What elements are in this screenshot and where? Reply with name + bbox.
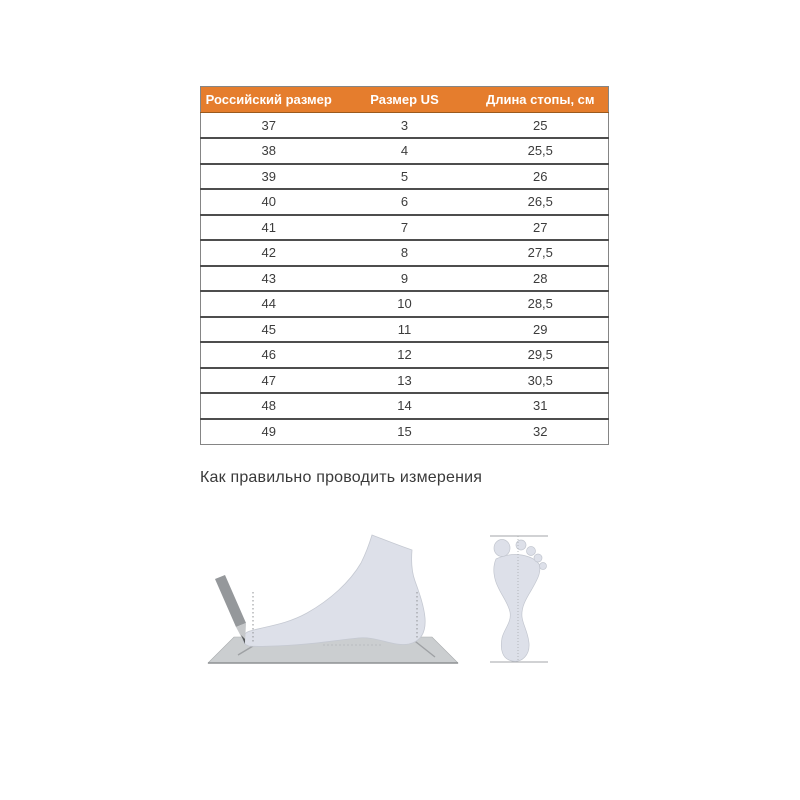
table-cell: 38 [201,138,337,164]
table-row [201,291,609,317]
size-table-container [200,86,609,445]
table-cell: 41 [201,215,337,241]
table-cell: 46 [201,342,337,368]
table-cell: 49 [201,419,337,445]
measurement-section-heading: Как правильно проводить измерения [200,469,483,486]
table-cell: 27,5 [473,240,609,266]
table-cell: 26 [473,164,609,190]
table-row [201,317,609,343]
table-cell: 47 [201,368,337,394]
foot-side-measurement-illustration [195,518,475,678]
table-cell: 25,5 [473,138,609,164]
table-cell: 14 [337,393,473,419]
table-row [201,368,609,394]
table-cell: 15 [337,419,473,445]
table-row [201,215,609,241]
foot-silhouette [243,535,425,646]
table-cell: 25 [473,113,609,139]
table-cell: 11 [337,317,473,343]
table-row [201,266,609,292]
size-table-body [201,113,609,445]
table-cell: 9 [337,266,473,292]
table-cell: 45 [201,317,337,343]
table-cell: 3 [337,113,473,139]
footprint-shape [494,540,547,662]
table-header-row [201,87,609,113]
table-cell: 30,5 [473,368,609,394]
table-cell: 5 [337,164,473,190]
table-cell: 27 [473,215,609,241]
table-cell: 6 [337,189,473,215]
table-cell: 44 [201,291,337,317]
table-row [201,419,609,445]
column-header-us-size: Размер US [337,87,473,113]
table-cell: 28,5 [473,291,609,317]
table-cell: 29,5 [473,342,609,368]
footprint-illustration [485,532,555,667]
table-cell: 12 [337,342,473,368]
size-table [200,86,609,445]
table-cell: 40 [201,189,337,215]
table-cell: 13 [337,368,473,394]
pencil-icon [215,575,246,644]
table-row [201,164,609,190]
table-cell: 29 [473,317,609,343]
column-header-foot-length: Длина стопы, см [473,87,609,113]
table-cell: 10 [337,291,473,317]
table-row [201,240,609,266]
table-cell: 39 [201,164,337,190]
table-cell: 7 [337,215,473,241]
table-row [201,189,609,215]
column-header-russian-size: Российский размер [201,87,337,113]
table-cell: 48 [201,393,337,419]
table-cell: 43 [201,266,337,292]
table-cell: 31 [473,393,609,419]
size-table-head [201,87,609,113]
table-row [201,342,609,368]
table-row [201,113,609,139]
table-cell: 8 [337,240,473,266]
table-cell: 42 [201,240,337,266]
table-cell: 37 [201,113,337,139]
table-cell: 4 [337,138,473,164]
table-cell: 32 [473,419,609,445]
table-cell: 26,5 [473,189,609,215]
table-row [201,393,609,419]
table-cell: 28 [473,266,609,292]
table-row [201,138,609,164]
